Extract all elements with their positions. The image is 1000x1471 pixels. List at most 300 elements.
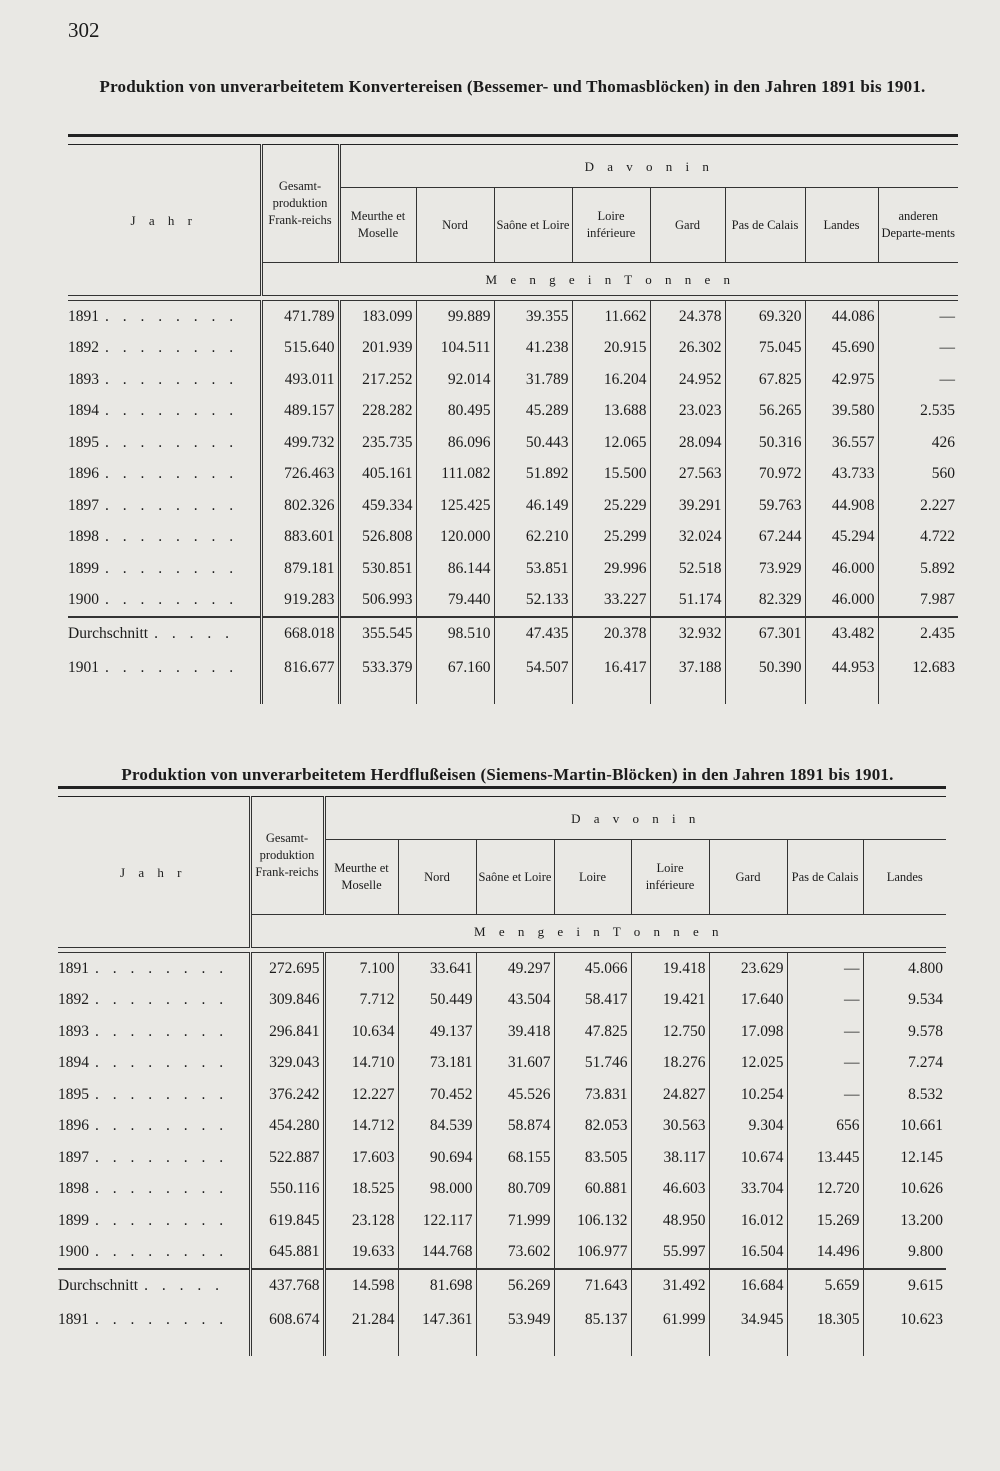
table-row: [68, 301, 958, 333]
table-cell: 5.659: [787, 1269, 863, 1302]
table-cell: 522.887: [250, 1142, 324, 1174]
table1-header-menge: M e n g e i n T o n n e n: [261, 263, 958, 296]
table-cell: 50.390: [725, 650, 805, 686]
table-cell: 47.435: [494, 617, 572, 650]
table-cell: 11.662: [572, 301, 650, 333]
table-cell: 60.881: [554, 1174, 631, 1206]
table-cell: 81.698: [398, 1269, 476, 1302]
row-label: [68, 396, 261, 428]
table-cell: 39.580: [805, 396, 878, 428]
table2-header-jahr: J a h r: [120, 864, 187, 880]
table-cell: 52.133: [494, 585, 572, 618]
leader-dots: . . . . . . . .: [105, 591, 239, 609]
row-label: [58, 953, 250, 985]
table-cell: 9.304: [709, 1111, 787, 1143]
leader-dots: . . . . . . . .: [105, 496, 239, 514]
row-label-text: 1901: [68, 658, 99, 676]
row-label: [58, 1111, 250, 1143]
leader-dots: . . . . . . . .: [95, 1117, 229, 1135]
table-cell: 489.157: [261, 396, 339, 428]
table-row: [58, 1205, 946, 1237]
table-cell: 530.851: [339, 553, 416, 585]
table-cell: 32.024: [650, 522, 725, 554]
table-row: [58, 953, 946, 985]
table-cell: 25.229: [572, 490, 650, 522]
table-cell: 26.302: [650, 333, 725, 365]
table-cell: 83.505: [554, 1142, 631, 1174]
table-cell: 82.329: [725, 585, 805, 618]
table-row: [68, 553, 958, 585]
table-cell: —: [787, 1079, 863, 1111]
table-cell: 147.361: [398, 1302, 476, 1338]
table-cell: 560: [878, 459, 958, 491]
leader-dots: . . . . . . . .: [105, 339, 239, 357]
row-label: [68, 427, 261, 459]
row-label: [68, 650, 261, 686]
spacer-cell: [261, 686, 339, 704]
table-cell: 7.712: [324, 985, 398, 1017]
table-cell: 43.733: [805, 459, 878, 491]
table-cell: 471.789: [261, 301, 339, 333]
table-cell: 44.908: [805, 490, 878, 522]
table-cell: 73.929: [725, 553, 805, 585]
table-cell: 42.975: [805, 364, 878, 396]
table-cell: 21.284: [324, 1302, 398, 1338]
table-cell: 75.045: [725, 333, 805, 365]
table-cell: 43.504: [476, 985, 554, 1017]
row-label: [68, 553, 261, 585]
row-label-text: 1896: [58, 1117, 89, 1135]
table-row: [68, 585, 958, 618]
row-label-text: 1896: [68, 465, 99, 483]
table-cell: 51.174: [650, 585, 725, 618]
row-label: [58, 1142, 250, 1174]
table1-header-region: Meurthe et Moselle: [339, 188, 416, 263]
table-cell: 45.289: [494, 396, 572, 428]
table-cell: 2.435: [878, 617, 958, 650]
spacer-cell: [250, 1338, 324, 1356]
row-label: [58, 1205, 250, 1237]
table-cell: —: [787, 985, 863, 1017]
table-cell: 67.825: [725, 364, 805, 396]
table-cell: 39.355: [494, 301, 572, 333]
table-row: [58, 1142, 946, 1174]
leader-dots: . . . . . . . .: [95, 1022, 229, 1040]
table-cell: 506.993: [339, 585, 416, 618]
spacer-cell: [631, 1338, 709, 1356]
table-cell: 12.145: [863, 1142, 946, 1174]
table-cell: 18.305: [787, 1302, 863, 1338]
row-label: [68, 522, 261, 554]
table-cell: 645.881: [250, 1237, 324, 1270]
table-cell: 20.378: [572, 617, 650, 650]
table-cell: 10.661: [863, 1111, 946, 1143]
table-cell: 61.999: [631, 1302, 709, 1338]
table-cell: 14.710: [324, 1048, 398, 1080]
leader-dots: . . . . . . . .: [105, 370, 239, 388]
table2-header-region: Saône et Loire: [476, 840, 554, 915]
table1-header-davon: D a v o n i n: [339, 145, 958, 188]
table-cell: 32.932: [650, 617, 725, 650]
table-cell: 86.144: [416, 553, 494, 585]
leader-dots: . . . . . . . .: [105, 402, 239, 420]
table-cell: 13.688: [572, 396, 650, 428]
leader-dots: . . . . . . . .: [105, 559, 239, 577]
leader-dots: . . . . . . . .: [95, 1211, 229, 1229]
table2: [58, 786, 946, 1356]
leader-dots: . . . . . . . .: [105, 465, 239, 483]
table-cell: 50.316: [725, 427, 805, 459]
table-cell: 98.000: [398, 1174, 476, 1206]
table-cell: 56.269: [476, 1269, 554, 1302]
table-cell: 16.417: [572, 650, 650, 686]
row-label-text: Durchschnitt: [68, 624, 149, 642]
spacer-cell: [878, 686, 958, 704]
spacer-cell: [476, 1338, 554, 1356]
table-cell: 23.023: [650, 396, 725, 428]
table-cell: 53.851: [494, 553, 572, 585]
table-cell: 67.244: [725, 522, 805, 554]
table-cell: 15.269: [787, 1205, 863, 1237]
row-label-text: 1895: [68, 433, 99, 451]
spacer-cell: [572, 686, 650, 704]
table-row: [58, 1269, 946, 1302]
table-cell: 59.763: [725, 490, 805, 522]
table-cell: 499.732: [261, 427, 339, 459]
table-cell: 38.117: [631, 1142, 709, 1174]
table1-header-region: Loire inférieure: [572, 188, 650, 263]
table-cell: 36.557: [805, 427, 878, 459]
leader-dots: . . . . . . . .: [105, 528, 239, 546]
leader-dots: . . . . . . . .: [95, 1243, 229, 1261]
table-cell: 426: [878, 427, 958, 459]
table2-header-region: Loire: [554, 840, 631, 915]
spacer-cell: [787, 1338, 863, 1356]
table-cell: 49.297: [476, 953, 554, 985]
table2-header-region: Gard: [709, 840, 787, 915]
table-row: [58, 1016, 946, 1048]
table-cell: 9.800: [863, 1237, 946, 1270]
table2-header-region: Landes: [863, 840, 946, 915]
table-cell: 39.418: [476, 1016, 554, 1048]
table-cell: 19.421: [631, 985, 709, 1017]
table-cell: 526.808: [339, 522, 416, 554]
table-cell: 24.827: [631, 1079, 709, 1111]
spacer-cell: [416, 686, 494, 704]
table-row: [58, 1174, 946, 1206]
table-cell: 28.094: [650, 427, 725, 459]
table2-header-davon: D a v o n i n: [324, 797, 946, 840]
table-cell: 550.116: [250, 1174, 324, 1206]
table-cell: 85.137: [554, 1302, 631, 1338]
row-label: [68, 364, 261, 396]
table-row: [68, 396, 958, 428]
table-cell: 515.640: [261, 333, 339, 365]
table-cell: 12.720: [787, 1174, 863, 1206]
table-cell: 55.997: [631, 1237, 709, 1270]
table-cell: 144.768: [398, 1237, 476, 1270]
table-cell: 106.977: [554, 1237, 631, 1270]
leader-dots: . . . . . . . .: [95, 1148, 229, 1166]
table-cell: 459.334: [339, 490, 416, 522]
table2-header-region: Meurthe et Moselle: [324, 840, 398, 915]
table-cell: 533.379: [339, 650, 416, 686]
table-cell: 376.242: [250, 1079, 324, 1111]
spacer-cell: [68, 686, 261, 704]
table-cell: 53.949: [476, 1302, 554, 1338]
table-cell: 4.722: [878, 522, 958, 554]
table-cell: 309.846: [250, 985, 324, 1017]
table-row: [68, 522, 958, 554]
table-cell: 493.011: [261, 364, 339, 396]
table-cell: 12.683: [878, 650, 958, 686]
row-label: [58, 1237, 250, 1270]
table2-header-menge: M e n g e i n T o n n e n: [250, 915, 946, 948]
table-cell: 120.000: [416, 522, 494, 554]
table-cell: 45.690: [805, 333, 878, 365]
table-cell: 2.227: [878, 490, 958, 522]
spacer-cell: [554, 1338, 631, 1356]
table-cell: 111.082: [416, 459, 494, 491]
leader-dots: . . . . .: [144, 1276, 224, 1294]
table-cell: 56.265: [725, 396, 805, 428]
table-cell: 46.000: [805, 585, 878, 618]
table-cell: 18.525: [324, 1174, 398, 1206]
table-cell: 68.155: [476, 1142, 554, 1174]
table-cell: 31.492: [631, 1269, 709, 1302]
leader-dots: . . . . . . . .: [95, 1054, 229, 1072]
table-cell: 80.495: [416, 396, 494, 428]
table-row: [58, 1237, 946, 1270]
table-cell: 17.603: [324, 1142, 398, 1174]
table-cell: 8.532: [863, 1079, 946, 1111]
table-cell: 24.952: [650, 364, 725, 396]
row-label: [68, 617, 261, 650]
table-cell: 92.014: [416, 364, 494, 396]
table-cell: 201.939: [339, 333, 416, 365]
table-cell: 84.539: [398, 1111, 476, 1143]
table-cell: 619.845: [250, 1205, 324, 1237]
table-cell: 7.100: [324, 953, 398, 985]
row-label-text: Durchschnitt: [58, 1276, 139, 1294]
table-cell: 13.200: [863, 1205, 946, 1237]
table-row: [58, 1111, 946, 1143]
table-cell: 106.132: [554, 1205, 631, 1237]
table-cell: 50.449: [398, 985, 476, 1017]
table-cell: 883.601: [261, 522, 339, 554]
table-cell: 82.053: [554, 1111, 631, 1143]
table-cell: 46.000: [805, 553, 878, 585]
table1-header-region: anderen Departe-ments: [878, 188, 958, 263]
table-cell: 73.602: [476, 1237, 554, 1270]
row-label-text: 1894: [58, 1054, 89, 1072]
table-cell: 16.012: [709, 1205, 787, 1237]
table-cell: 668.018: [261, 617, 339, 650]
spacer-cell: [339, 686, 416, 704]
row-label: [68, 301, 261, 333]
table-cell: 5.892: [878, 553, 958, 585]
table-cell: 183.099: [339, 301, 416, 333]
table-cell: 125.425: [416, 490, 494, 522]
table-cell: 29.996: [572, 553, 650, 585]
table-cell: 58.874: [476, 1111, 554, 1143]
table-cell: 23.128: [324, 1205, 398, 1237]
table-cell: 30.563: [631, 1111, 709, 1143]
table-cell: 9.534: [863, 985, 946, 1017]
table1: [68, 134, 958, 704]
table1-header-region: Nord: [416, 188, 494, 263]
table-cell: 44.953: [805, 650, 878, 686]
table-cell: 2.535: [878, 396, 958, 428]
table-cell: 20.915: [572, 333, 650, 365]
table-cell: 9.615: [863, 1269, 946, 1302]
table-cell: 45.294: [805, 522, 878, 554]
table-cell: 726.463: [261, 459, 339, 491]
table-cell: 37.188: [650, 650, 725, 686]
table-cell: 122.117: [398, 1205, 476, 1237]
table-cell: 51.892: [494, 459, 572, 491]
table-cell: 16.684: [709, 1269, 787, 1302]
leader-dots: . . . . . . . .: [95, 1085, 229, 1103]
row-label-text: 1895: [58, 1085, 89, 1103]
table-cell: 34.945: [709, 1302, 787, 1338]
leader-dots: . . . . . . . .: [95, 991, 229, 1009]
row-label-text: 1900: [58, 1243, 89, 1261]
table-cell: 10.254: [709, 1079, 787, 1111]
table-cell: 33.641: [398, 953, 476, 985]
table-cell: 18.276: [631, 1048, 709, 1080]
row-label: [58, 1174, 250, 1206]
row-label-text: 1892: [68, 339, 99, 357]
table1-header-region: Landes: [805, 188, 878, 263]
table-row: [58, 985, 946, 1017]
spacer-cell: [709, 1338, 787, 1356]
table-cell: 39.291: [650, 490, 725, 522]
table-cell: 16.204: [572, 364, 650, 396]
row-label: [58, 1048, 250, 1080]
table-row: [68, 333, 958, 365]
table-cell: 46.603: [631, 1174, 709, 1206]
table-cell: 41.238: [494, 333, 572, 365]
spacer-cell: [494, 686, 572, 704]
table-cell: 73.181: [398, 1048, 476, 1080]
row-label: [68, 333, 261, 365]
row-label: [68, 585, 261, 618]
table1-header-jahr: J a h r: [130, 212, 197, 228]
spacer-cell: [725, 686, 805, 704]
table-cell: 355.545: [339, 617, 416, 650]
table-cell: 12.065: [572, 427, 650, 459]
table-cell: 7.987: [878, 585, 958, 618]
table-cell: —: [787, 953, 863, 985]
row-label-text: 1893: [58, 1022, 89, 1040]
leader-dots: . . . . . . . .: [95, 1180, 229, 1198]
table-cell: 228.282: [339, 396, 416, 428]
table-cell: 25.299: [572, 522, 650, 554]
row-label-text: 1898: [58, 1180, 89, 1198]
table-row: [58, 1079, 946, 1111]
row-label: [58, 985, 250, 1017]
table-row: [68, 650, 958, 686]
leader-dots: . . . . .: [154, 624, 234, 642]
table-cell: 9.578: [863, 1016, 946, 1048]
table-cell: 235.735: [339, 427, 416, 459]
table-row: [68, 490, 958, 522]
leader-dots: . . . . . . . .: [105, 658, 239, 676]
row-label-text: 1899: [58, 1211, 89, 1229]
table-cell: 73.831: [554, 1079, 631, 1111]
table-cell: 14.712: [324, 1111, 398, 1143]
table-cell: 16.504: [709, 1237, 787, 1270]
table-cell: 14.496: [787, 1237, 863, 1270]
row-label-text: 1891: [58, 1310, 89, 1328]
table-cell: 86.096: [416, 427, 494, 459]
table1-title: Produktion von unverarbeitetem Konvertereisen (Bessemer- und Thomasblöcken) in den Jahren 1891 bis 1901.: [99, 77, 926, 96]
table-cell: 79.440: [416, 585, 494, 618]
row-label-text: 1899: [68, 559, 99, 577]
table-cell: 24.378: [650, 301, 725, 333]
table-cell: 329.043: [250, 1048, 324, 1080]
row-label-text: 1900: [68, 591, 99, 609]
table2-header-gesamt: Gesamt-produktion Frank-reichs: [250, 797, 324, 915]
table-cell: 31.789: [494, 364, 572, 396]
spacer-cell: [650, 686, 725, 704]
table-cell: 70.452: [398, 1079, 476, 1111]
table1-header-region: Saône et Loire: [494, 188, 572, 263]
table-cell: 10.674: [709, 1142, 787, 1174]
table-cell: 67.301: [725, 617, 805, 650]
table-cell: 51.746: [554, 1048, 631, 1080]
table-cell: 67.160: [416, 650, 494, 686]
table-cell: 45.066: [554, 953, 631, 985]
row-label-text: 1893: [68, 370, 99, 388]
table-cell: 54.507: [494, 650, 572, 686]
table-cell: 99.889: [416, 301, 494, 333]
row-label-text: 1891: [58, 959, 89, 977]
table-cell: 90.694: [398, 1142, 476, 1174]
table-cell: 62.210: [494, 522, 572, 554]
leader-dots: . . . . . . . .: [105, 307, 239, 325]
table-cell: 104.511: [416, 333, 494, 365]
table-cell: 58.417: [554, 985, 631, 1017]
row-label: [58, 1079, 250, 1111]
table-cell: 12.227: [324, 1079, 398, 1111]
table-cell: 46.149: [494, 490, 572, 522]
row-label-text: 1894: [68, 402, 99, 420]
table-cell: 802.326: [261, 490, 339, 522]
table-cell: 10.626: [863, 1174, 946, 1206]
leader-dots: . . . . . . . .: [95, 959, 229, 977]
table2-title: Produktion von unverarbeitetem Herdflußeisen (Siemens-Martin-Blöcken) in den Jahren 1891 bis 1901.: [121, 765, 894, 784]
table-cell: —: [787, 1048, 863, 1080]
table-cell: 4.800: [863, 953, 946, 985]
table-cell: 52.518: [650, 553, 725, 585]
table-cell: 656: [787, 1111, 863, 1143]
row-label: [68, 490, 261, 522]
table-cell: 27.563: [650, 459, 725, 491]
table-cell: 19.418: [631, 953, 709, 985]
table-row: [68, 617, 958, 650]
table-cell: 816.677: [261, 650, 339, 686]
table-cell: 69.320: [725, 301, 805, 333]
row-label: [58, 1302, 250, 1338]
table-cell: 31.607: [476, 1048, 554, 1080]
spacer-cell: [324, 1338, 398, 1356]
table-row: [68, 427, 958, 459]
spacer-cell: [863, 1338, 946, 1356]
table-cell: 70.972: [725, 459, 805, 491]
table-cell: 80.709: [476, 1174, 554, 1206]
